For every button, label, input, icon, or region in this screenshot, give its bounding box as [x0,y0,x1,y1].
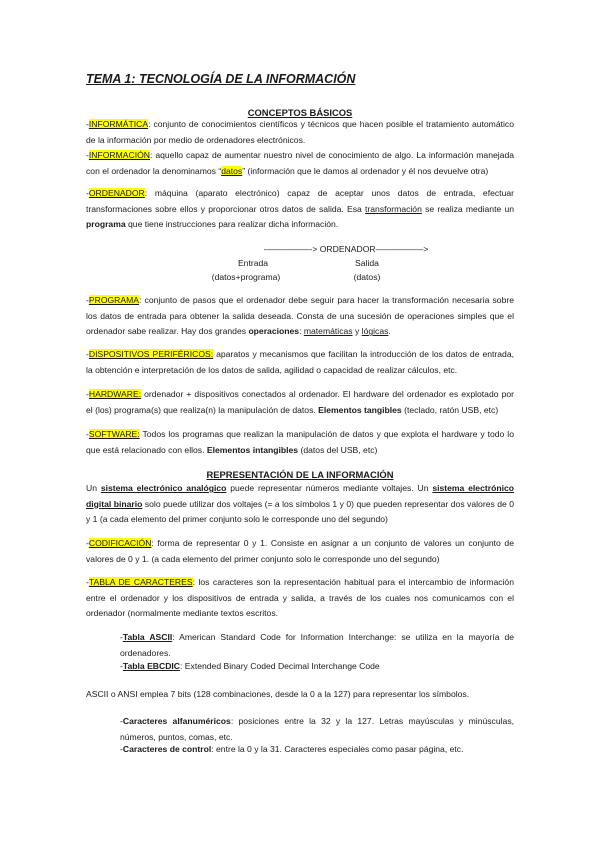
term-logicas: lógicas [361,326,389,337]
term-transformacion: transformación [365,203,422,214]
paragraph-control: -Caracteres de control: entre la 0 y la 31. Caracteres especiales como pasar página, etc. [120,744,464,754]
diagram-salida-sub: (datos) [353,272,381,282]
term-programa-word: programa [86,219,126,230]
term-datos: datos [221,165,243,176]
term-analogico: sistema electrónico analógico [100,483,227,493]
term-perifericos: DISPOSITIVOS PERIFÉRICOS: [88,349,214,359]
term-programa: PROGRAMA [88,295,140,305]
paragraph-tabla-caracteres: -TABLA DE CARACTERES: los caracteres son la representación habitual para el intercambio de información entre el ordenador y los dispositivos de entrada y salida, a través de los cuales nos comunicamos con el ordenador (normalmente mediante textos escritos. [86,577,514,619]
term-operaciones: operaciones [248,326,300,337]
paragraph-perifericos: -DISPOSITIVOS PERIFÉRICOS: aparatos y mecanismos que facilitan la introducción de los datos de entrada, la obtención e interpretación de los datos de salida, agilidad o capacidad de realizar cálculos, etc. [86,349,514,375]
term-tangibles: Elementos tangibles [318,404,402,415]
paragraph-programa: -PROGRAMA: conjunto de pasos que el ordenador debe seguir para hacer la transformación necesaria sobre los datos de entrada para obtener la salida deseada. Consta de una sucesión de operaciones simples que el ordenador sabe realizar. Hay dos grandes operaciones: matemáticas y lógicas. [86,295,514,337]
term-ordenador: ORDENADOR [88,188,145,198]
term-digital: sistema electrónico digital binario [86,483,514,509]
term-tabla-caracteres: TABLA DE CARACTERES [88,577,193,587]
term-matematicas: matemáticas [303,326,353,337]
section-heading-conceptos: CONCEPTOS BÁSICOS [247,107,353,118]
section-heading-representacion: REPRESENTACIÓN DE LA INFORMACIÓN [206,469,394,480]
diagram-entrada: Entrada [237,258,269,268]
term-intangibles: Elementos intangibles [206,444,299,455]
diagram-arrow: -—————-> ORDENADOR———–——> [263,244,429,254]
paragraph-codificacion: -CODIFICACIÓN: forma de representar 0 y 1. Consiste en asignar a un conjunto de valores un conjunto de valores de 0 y 1. (a cada elemento del primer conjunto solo le corresponde uno del segundo) [86,538,514,564]
paragraph-ordenador: -ORDENADOR: máquina (aparato electrónico) capaz de aceptar unos datos de entrada, efectuar transformaciones sobre ellos y proporcionar otros datos de salida. Esa transformación se realiza mediante un programa que tiene instrucciones para realizar dicha información. [86,188,515,230]
term-informatica: INFORMÁTICA [88,119,149,129]
term-software: SOFTWARE: [88,429,140,439]
document-title: TEMA 1: TECNOLOGÍA DE LA INFORMACIÓN [86,72,356,86]
paragraph-hardware: -HARDWARE: ordenador + dispositivos conectados al ordenador. El hardware del ordenador es explotado por el (los) programa(s) que realiza(n) la manipulación de datos. Elementos tangibles (teclado, ratón USB, etc) [86,389,514,415]
paragraph-informatica: -INFORMÁTICA: conjunto de conocimientos científicos y técnicos que hacen posible el tratamiento automático de la información por medio de ordenadores electrónicos. [86,119,514,145]
paragraph-software: -SOFTWARE: Todos los programas que realizan la manipulación de datos y que explota el hardware y todo lo que está relacionado con ellos. Elementos intangibles (datos del USB, etc) [86,429,514,455]
term-control: Caracteres de control [122,744,212,754]
paragraph-informacion: -INFORMACIÓN: aquello capaz de aumentar nuestro nivel de conocimiento de algo. La información manejada con el ordenador la denominamos “datos” (información que le damos al ordenador y él nos devuelve otra) [86,150,514,176]
term-alfanumericos: Caracteres alfanuméricos [122,716,231,726]
paragraph-alfanumericos: -Caracteres alfanuméricos: posiciones entre la 32 y la 127. Letras mayúsculas y minúsculas, números, puntos, comas, etc. [120,716,514,742]
term-ascii: Tabla ASCII [122,632,173,642]
term-ebcdic: Tabla EBCDIC [122,661,181,671]
term-informacion: INFORMACIÓN [88,150,150,160]
term-hardware: HARDWARE: [88,389,142,399]
paragraph-ascii: -Tabla ASCII: American Standard Code for Information Interchange: se utiliza en la mayoría de ordenadores. [120,632,515,658]
diagram-entrada-sub: (datos+programa) [211,272,281,282]
term-codificacion: CODIFICACIÓN [88,538,152,548]
paragraph-ebcdic: -Tabla EBCDIC: Extended Binary Coded Decimal Interchange Code [120,661,380,671]
diagram-salida: Salida [355,258,379,268]
paragraph-representacion: Un sistema electrónico analógico puede representar números mediante voltajes. Un sistema electrónico digital binario solo puede utilizar dos voltajes (= a los símbolos 1 y 0) que pueden representar dos valores de 0 y 1 (a cada elemento del primer conjunto solo le corresponde uno del segundo) [86,483,514,525]
paragraph-ansi: ASCII o ANSI emplea 7 bits (128 combinaciones, desde la 0 a la 127) para representar los símbolos. [86,689,470,699]
